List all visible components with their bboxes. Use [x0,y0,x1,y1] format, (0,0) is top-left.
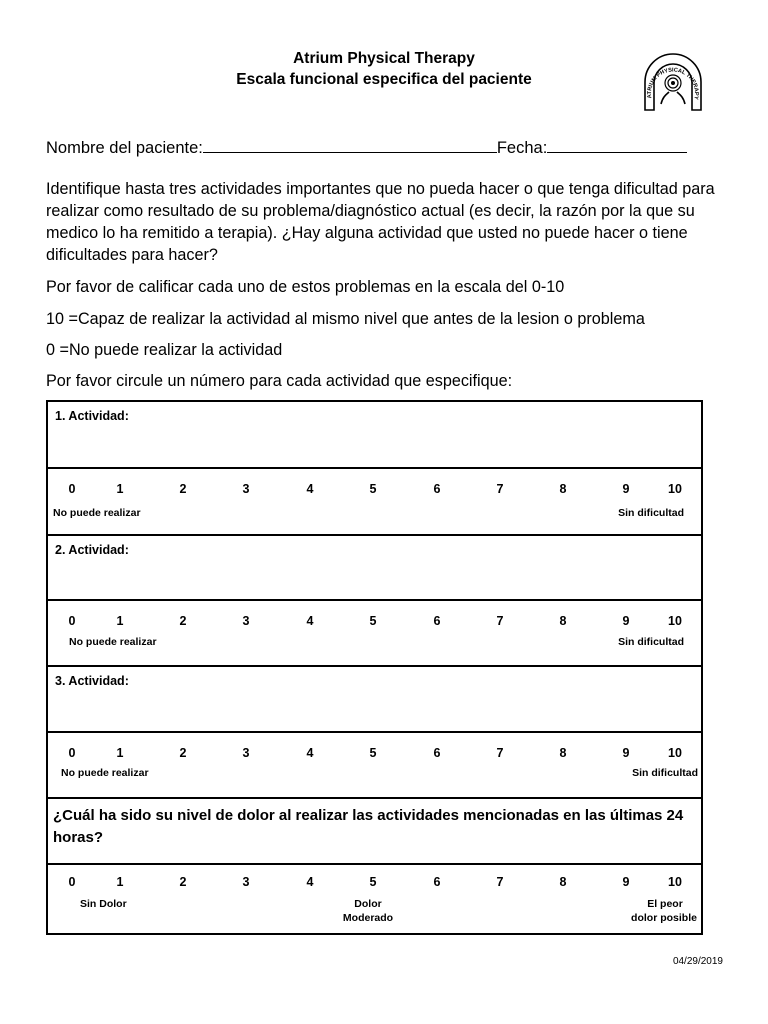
scale-number-1[interactable]: 1 [116,746,124,760]
scale-number-9[interactable]: 9 [622,746,630,760]
scale-number-3[interactable]: 3 [242,875,250,889]
activity-3-box[interactable] [46,665,703,733]
scale-number-6[interactable]: 6 [433,746,441,760]
scale-number-9[interactable]: 9 [622,875,630,889]
scale-number-5[interactable]: 5 [369,875,377,889]
activity-1-low-label: No puede realizar [53,507,141,519]
activity-3-scale [46,731,703,799]
scale-number-10[interactable]: 10 [668,746,682,760]
scale-number-0[interactable]: 0 [68,614,76,628]
scale-zero-definition: 0 =No puede realizar la actividad [46,341,283,359]
scale-number-10[interactable]: 10 [668,482,682,496]
clinic-logo [639,50,707,116]
scale-number-5[interactable]: 5 [369,482,377,496]
clinic-title: Atrium Physical Therapy [293,50,475,67]
scale-number-0[interactable]: 0 [68,746,76,760]
scale-number-7[interactable]: 7 [496,746,504,760]
pain-question-box [46,797,703,865]
logo-text: ATRIUM PHYSICAL THERAPY [646,67,700,101]
scale-number-4[interactable]: 4 [306,482,314,496]
form-title: Escala funcional especifica del paciente [236,71,532,88]
scale-number-2[interactable]: 2 [179,482,187,496]
patient-name-field[interactable] [203,136,497,153]
scale-number-1[interactable]: 1 [116,875,124,889]
activity-1-label: 1. Actividad: [55,409,129,423]
scale-number-2[interactable]: 2 [179,875,187,889]
pain-scale [46,863,703,935]
pain-high-label-line1: El peor [647,898,683,910]
scale-number-5[interactable]: 5 [369,614,377,628]
scale-ten-definition: 10 =Capaz de realizar la actividad al mismo nivel que antes de la lesion o problema [46,310,645,328]
pain-question: ¿Cuál ha sido su nivel de dolor al realizar las actividades mencionadas en las últimas 24 horas? [53,807,684,846]
activity-3-high-label: Sin dificultad [632,767,698,779]
scale-number-0[interactable]: 0 [68,482,76,496]
date-field[interactable] [547,136,687,153]
date-label: Fecha: [496,139,548,157]
rating-instruction: Por favor de calificar cada uno de estos problemas en la escala del 0-10 [46,278,565,296]
scale-number-10[interactable]: 10 [668,614,682,628]
scale-number-9[interactable]: 9 [622,482,630,496]
scale-number-6[interactable]: 6 [433,875,441,889]
instructions-paragraph: Identifique hasta tres actividades importantes que no pueda hacer o que tenga dificultad para realizar como resultado de su problema/diagnóstico actual (es decir, la razón por la que su medico lo ha remitido a terapia). ¿Hay alguna actividad que usted no puede hacer o tiene dificultades para hacer? [46,180,715,264]
scale-number-8[interactable]: 8 [559,746,567,760]
activity-2-scale [46,599,703,667]
activity-3-label: 3. Actividad: [55,674,129,688]
activity-1-high-label: Sin dificultad [618,507,684,519]
activity-2-label: 2. Actividad: [55,543,129,557]
activity-2-box[interactable] [46,534,703,601]
scale-number-0[interactable]: 0 [68,875,76,889]
scale-number-5[interactable]: 5 [369,746,377,760]
scale-number-3[interactable]: 3 [242,614,250,628]
scale-number-1[interactable]: 1 [116,614,124,628]
scale-number-7[interactable]: 7 [496,875,504,889]
scale-number-9[interactable]: 9 [622,614,630,628]
scale-number-6[interactable]: 6 [433,614,441,628]
pain-low-label: Sin Dolor [80,898,127,910]
revision-date: 04/29/2019 [672,956,723,967]
activity-1-box[interactable] [46,400,703,469]
pain-mid-label-line2: Moderado [342,912,394,924]
scale-number-3[interactable]: 3 [242,746,250,760]
activity-2-low-label: No puede realizar [69,636,157,648]
scale-number-4[interactable]: 4 [306,614,314,628]
scale-number-6[interactable]: 6 [433,482,441,496]
scale-number-8[interactable]: 8 [559,875,567,889]
scale-number-4[interactable]: 4 [306,746,314,760]
circle-instruction: Por favor circule un número para cada actividad que especifique: [46,372,513,390]
patient-info-row [46,136,687,158]
scale-number-2[interactable]: 2 [179,746,187,760]
scale-number-8[interactable]: 8 [559,482,567,496]
activity-1-scale [46,467,703,536]
scale-number-7[interactable]: 7 [496,482,504,496]
scale-number-3[interactable]: 3 [242,482,250,496]
scale-number-10[interactable]: 10 [668,875,682,889]
scale-number-7[interactable]: 7 [496,614,504,628]
patient-name-label: Nombre del paciente: [46,139,203,157]
pain-mid-label-line1: Dolor [354,898,382,910]
scale-number-4[interactable]: 4 [306,875,314,889]
scale-number-2[interactable]: 2 [179,614,187,628]
activity-2-high-label: Sin dificultad [618,636,684,648]
pain-high-label-line2: dolor posible [631,912,697,924]
scale-number-8[interactable]: 8 [559,614,567,628]
activity-3-low-label: No puede realizar [61,767,149,779]
scale-number-1[interactable]: 1 [116,482,124,496]
